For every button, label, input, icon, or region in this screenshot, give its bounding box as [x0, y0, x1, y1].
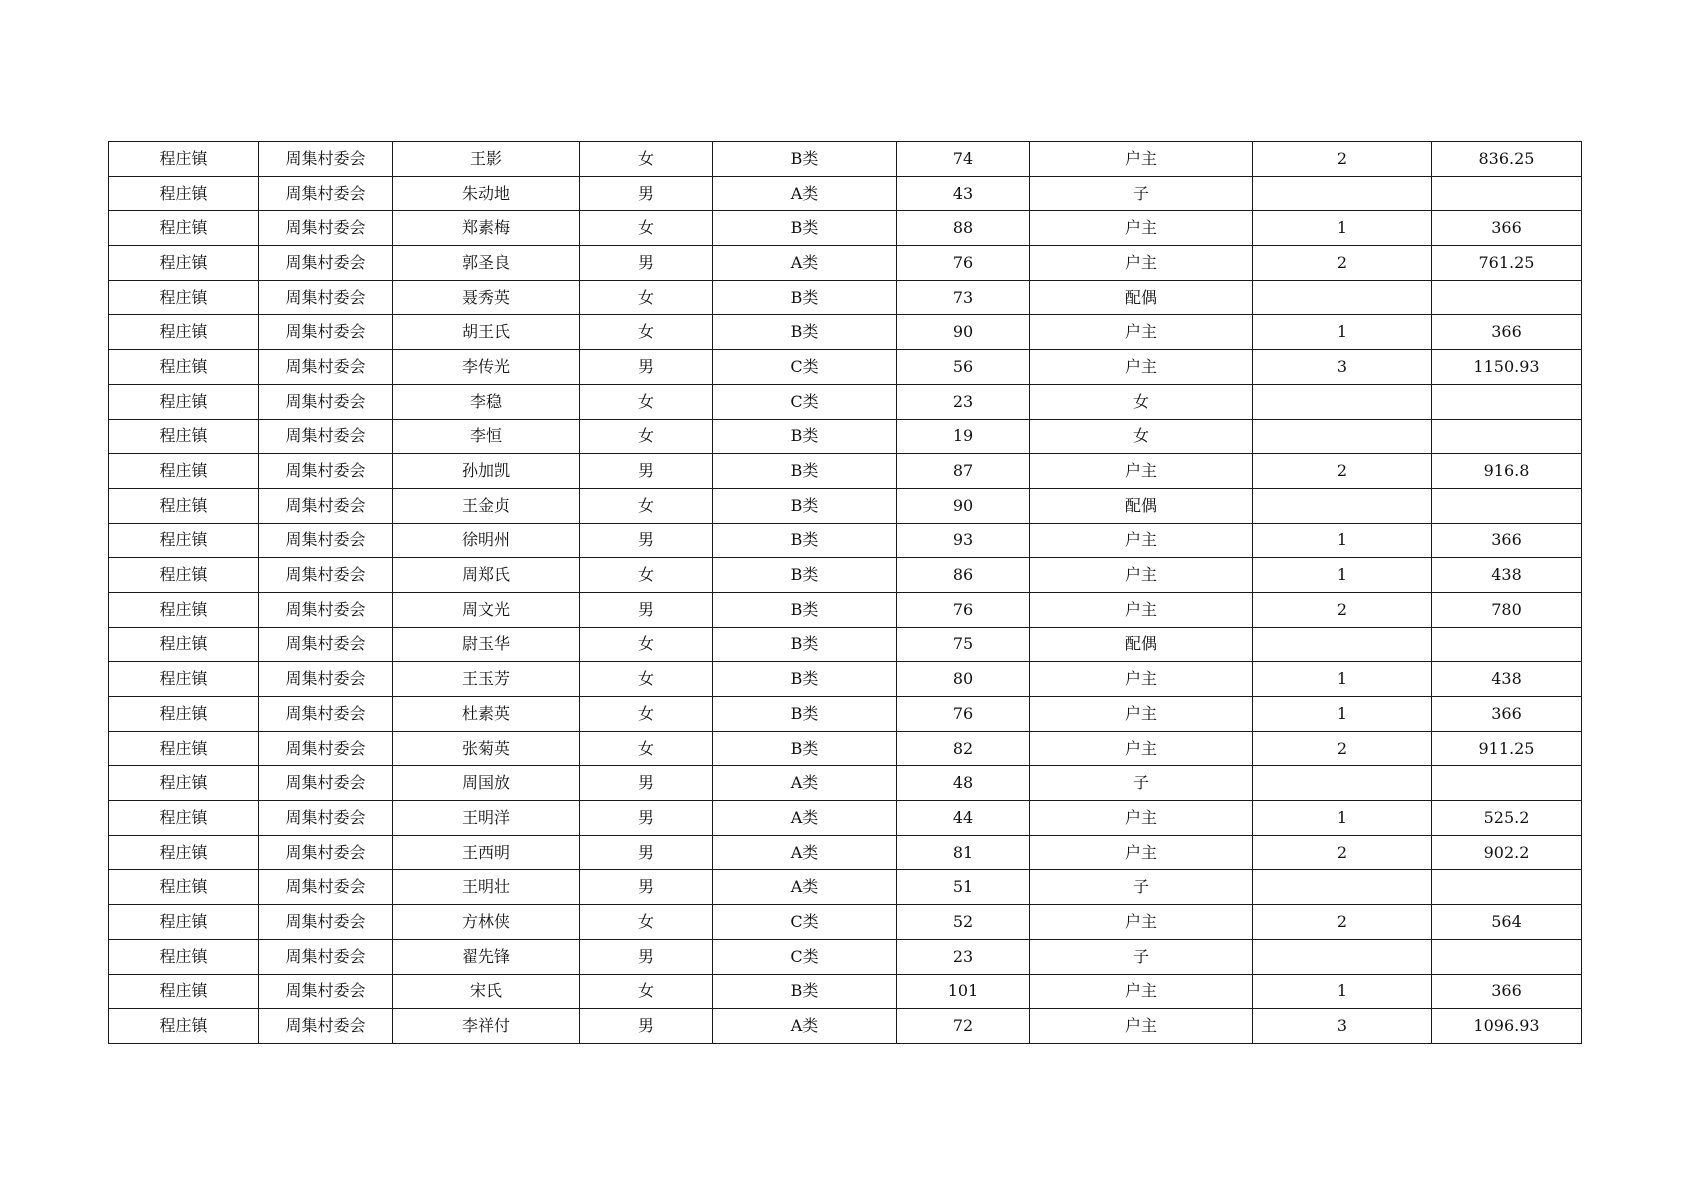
- amount-cell: [1432, 939, 1582, 974]
- category-cell: B类: [713, 211, 897, 246]
- name-cell: 郭圣良: [393, 246, 580, 281]
- household-size-cell: 2: [1253, 246, 1432, 281]
- table-row: [109, 662, 1582, 697]
- table-row: [109, 974, 1582, 1009]
- gender-cell: 女: [580, 488, 713, 523]
- category-cell: C类: [713, 350, 897, 385]
- relation-cell: 子: [1030, 176, 1253, 211]
- category-cell: B类: [713, 454, 897, 489]
- household-size-cell: 3: [1253, 1009, 1432, 1044]
- age-cell: 81: [897, 835, 1030, 870]
- relation-cell: 户主: [1030, 211, 1253, 246]
- name-cell: 李传光: [393, 350, 580, 385]
- table-row: [109, 384, 1582, 419]
- household-size-cell: 1: [1253, 801, 1432, 836]
- village-cell: 周集村委会: [259, 662, 393, 697]
- age-cell: 101: [897, 974, 1030, 1009]
- relation-cell: 子: [1030, 766, 1253, 801]
- name-cell: 王玉芳: [393, 662, 580, 697]
- gender-cell: 男: [580, 766, 713, 801]
- town-cell: 程庄镇: [109, 419, 259, 454]
- age-cell: 86: [897, 558, 1030, 593]
- household-size-cell: [1253, 766, 1432, 801]
- town-cell: 程庄镇: [109, 766, 259, 801]
- name-cell: 周文光: [393, 592, 580, 627]
- household-size-cell: 2: [1253, 905, 1432, 940]
- household-size-cell: [1253, 870, 1432, 905]
- age-cell: 23: [897, 939, 1030, 974]
- town-cell: 程庄镇: [109, 384, 259, 419]
- table-row: [109, 280, 1582, 315]
- town-cell: 程庄镇: [109, 280, 259, 315]
- village-cell: 周集村委会: [259, 384, 393, 419]
- table-row: [109, 766, 1582, 801]
- household-size-cell: [1253, 627, 1432, 662]
- gender-cell: 女: [580, 419, 713, 454]
- category-cell: A类: [713, 835, 897, 870]
- category-cell: A类: [713, 766, 897, 801]
- table-row: [109, 731, 1582, 766]
- gender-cell: 男: [580, 835, 713, 870]
- age-cell: 52: [897, 905, 1030, 940]
- name-cell: 李祥付: [393, 1009, 580, 1044]
- name-cell: 宋氏: [393, 974, 580, 1009]
- name-cell: 杜素英: [393, 697, 580, 732]
- category-cell: C类: [713, 384, 897, 419]
- age-cell: 73: [897, 280, 1030, 315]
- name-cell: 王西明: [393, 835, 580, 870]
- name-cell: 孙加凯: [393, 454, 580, 489]
- table-row: [109, 315, 1582, 350]
- relation-cell: 户主: [1030, 142, 1253, 177]
- relation-cell: 户主: [1030, 315, 1253, 350]
- amount-cell: 761.25: [1432, 246, 1582, 281]
- household-size-cell: [1253, 384, 1432, 419]
- gender-cell: 男: [580, 1009, 713, 1044]
- category-cell: B类: [713, 662, 897, 697]
- town-cell: 程庄镇: [109, 974, 259, 1009]
- gender-cell: 男: [580, 454, 713, 489]
- gender-cell: 女: [580, 974, 713, 1009]
- name-cell: 徐明州: [393, 523, 580, 558]
- table-row: [109, 801, 1582, 836]
- village-cell: 周集村委会: [259, 419, 393, 454]
- town-cell: 程庄镇: [109, 870, 259, 905]
- village-cell: 周集村委会: [259, 905, 393, 940]
- village-cell: 周集村委会: [259, 246, 393, 281]
- relation-cell: 女: [1030, 419, 1253, 454]
- town-cell: 程庄镇: [109, 176, 259, 211]
- age-cell: 44: [897, 801, 1030, 836]
- amount-cell: [1432, 176, 1582, 211]
- amount-cell: 1096.93: [1432, 1009, 1582, 1044]
- category-cell: A类: [713, 176, 897, 211]
- gender-cell: 女: [580, 697, 713, 732]
- table-row: [109, 835, 1582, 870]
- amount-cell: 916.8: [1432, 454, 1582, 489]
- table-row: [109, 419, 1582, 454]
- gender-cell: 女: [580, 315, 713, 350]
- table-row: [109, 246, 1582, 281]
- table-row: [109, 142, 1582, 177]
- table-row: [109, 905, 1582, 940]
- relation-cell: 户主: [1030, 835, 1253, 870]
- table-row: [109, 558, 1582, 593]
- name-cell: 张菊英: [393, 731, 580, 766]
- village-cell: 周集村委会: [259, 350, 393, 385]
- town-cell: 程庄镇: [109, 627, 259, 662]
- relation-cell: 户主: [1030, 974, 1253, 1009]
- household-size-cell: 1: [1253, 315, 1432, 350]
- amount-cell: 1150.93: [1432, 350, 1582, 385]
- gender-cell: 男: [580, 592, 713, 627]
- relation-cell: 户主: [1030, 558, 1253, 593]
- household-size-cell: 1: [1253, 974, 1432, 1009]
- amount-cell: [1432, 419, 1582, 454]
- household-size-cell: [1253, 280, 1432, 315]
- relation-cell: 配偶: [1030, 488, 1253, 523]
- table-row: [109, 592, 1582, 627]
- household-size-cell: 3: [1253, 350, 1432, 385]
- relation-cell: 女: [1030, 384, 1253, 419]
- village-cell: 周集村委会: [259, 697, 393, 732]
- village-cell: 周集村委会: [259, 523, 393, 558]
- name-cell: 周国放: [393, 766, 580, 801]
- town-cell: 程庄镇: [109, 315, 259, 350]
- village-cell: 周集村委会: [259, 592, 393, 627]
- age-cell: 87: [897, 454, 1030, 489]
- town-cell: 程庄镇: [109, 662, 259, 697]
- amount-cell: [1432, 280, 1582, 315]
- gender-cell: 女: [580, 627, 713, 662]
- village-cell: 周集村委会: [259, 176, 393, 211]
- category-cell: C类: [713, 905, 897, 940]
- name-cell: 翟先锋: [393, 939, 580, 974]
- table-row: [109, 1009, 1582, 1044]
- records-table: [108, 141, 1582, 1044]
- gender-cell: 女: [580, 384, 713, 419]
- amount-cell: 366: [1432, 523, 1582, 558]
- category-cell: B类: [713, 315, 897, 350]
- name-cell: 王金贞: [393, 488, 580, 523]
- town-cell: 程庄镇: [109, 905, 259, 940]
- town-cell: 程庄镇: [109, 1009, 259, 1044]
- age-cell: 88: [897, 211, 1030, 246]
- town-cell: 程庄镇: [109, 350, 259, 385]
- category-cell: B类: [713, 592, 897, 627]
- table-row: [109, 211, 1582, 246]
- household-size-cell: [1253, 939, 1432, 974]
- relation-cell: 户主: [1030, 350, 1253, 385]
- household-size-cell: [1253, 176, 1432, 211]
- name-cell: 胡王氏: [393, 315, 580, 350]
- gender-cell: 女: [580, 142, 713, 177]
- town-cell: 程庄镇: [109, 835, 259, 870]
- gender-cell: 女: [580, 731, 713, 766]
- age-cell: 72: [897, 1009, 1030, 1044]
- village-cell: 周集村委会: [259, 1009, 393, 1044]
- table-row: [109, 939, 1582, 974]
- age-cell: 51: [897, 870, 1030, 905]
- age-cell: 43: [897, 176, 1030, 211]
- town-cell: 程庄镇: [109, 731, 259, 766]
- age-cell: 93: [897, 523, 1030, 558]
- gender-cell: 男: [580, 350, 713, 385]
- amount-cell: 836.25: [1432, 142, 1582, 177]
- relation-cell: 配偶: [1030, 280, 1253, 315]
- relation-cell: 户主: [1030, 905, 1253, 940]
- name-cell: 聂秀英: [393, 280, 580, 315]
- age-cell: 56: [897, 350, 1030, 385]
- town-cell: 程庄镇: [109, 523, 259, 558]
- name-cell: 郑素梅: [393, 211, 580, 246]
- gender-cell: 男: [580, 523, 713, 558]
- age-cell: 76: [897, 697, 1030, 732]
- relation-cell: 子: [1030, 939, 1253, 974]
- village-cell: 周集村委会: [259, 142, 393, 177]
- town-cell: 程庄镇: [109, 558, 259, 593]
- household-size-cell: 1: [1253, 523, 1432, 558]
- table-row: [109, 697, 1582, 732]
- town-cell: 程庄镇: [109, 211, 259, 246]
- category-cell: B类: [713, 523, 897, 558]
- category-cell: B类: [713, 419, 897, 454]
- amount-cell: 780: [1432, 592, 1582, 627]
- age-cell: 82: [897, 731, 1030, 766]
- gender-cell: 男: [580, 870, 713, 905]
- town-cell: 程庄镇: [109, 246, 259, 281]
- table-row: [109, 454, 1582, 489]
- town-cell: 程庄镇: [109, 142, 259, 177]
- amount-cell: 564: [1432, 905, 1582, 940]
- category-cell: A类: [713, 246, 897, 281]
- category-cell: B类: [713, 697, 897, 732]
- relation-cell: 户主: [1030, 697, 1253, 732]
- town-cell: 程庄镇: [109, 939, 259, 974]
- table-row: [109, 488, 1582, 523]
- amount-cell: 438: [1432, 558, 1582, 593]
- gender-cell: 男: [580, 176, 713, 211]
- age-cell: 74: [897, 142, 1030, 177]
- amount-cell: [1432, 384, 1582, 419]
- name-cell: 王明壮: [393, 870, 580, 905]
- village-cell: 周集村委会: [259, 939, 393, 974]
- amount-cell: [1432, 766, 1582, 801]
- category-cell: B类: [713, 974, 897, 1009]
- gender-cell: 女: [580, 905, 713, 940]
- amount-cell: [1432, 627, 1582, 662]
- village-cell: 周集村委会: [259, 870, 393, 905]
- household-size-cell: 2: [1253, 835, 1432, 870]
- household-size-cell: [1253, 419, 1432, 454]
- village-cell: 周集村委会: [259, 280, 393, 315]
- village-cell: 周集村委会: [259, 488, 393, 523]
- village-cell: 周集村委会: [259, 454, 393, 489]
- age-cell: 90: [897, 315, 1030, 350]
- village-cell: 周集村委会: [259, 627, 393, 662]
- village-cell: 周集村委会: [259, 211, 393, 246]
- name-cell: 王明洋: [393, 801, 580, 836]
- village-cell: 周集村委会: [259, 558, 393, 593]
- town-cell: 程庄镇: [109, 801, 259, 836]
- gender-cell: 女: [580, 211, 713, 246]
- village-cell: 周集村委会: [259, 731, 393, 766]
- amount-cell: [1432, 870, 1582, 905]
- age-cell: 75: [897, 627, 1030, 662]
- amount-cell: 366: [1432, 315, 1582, 350]
- table-row: [109, 350, 1582, 385]
- relation-cell: 户主: [1030, 592, 1253, 627]
- category-cell: B类: [713, 142, 897, 177]
- household-size-cell: [1253, 488, 1432, 523]
- age-cell: 90: [897, 488, 1030, 523]
- relation-cell: 户主: [1030, 1009, 1253, 1044]
- category-cell: B类: [713, 280, 897, 315]
- name-cell: 李稳: [393, 384, 580, 419]
- village-cell: 周集村委会: [259, 835, 393, 870]
- amount-cell: 525.2: [1432, 801, 1582, 836]
- gender-cell: 女: [580, 558, 713, 593]
- gender-cell: 女: [580, 662, 713, 697]
- category-cell: A类: [713, 801, 897, 836]
- village-cell: 周集村委会: [259, 766, 393, 801]
- household-size-cell: 1: [1253, 558, 1432, 593]
- table-row: [109, 523, 1582, 558]
- category-cell: C类: [713, 939, 897, 974]
- relation-cell: 户主: [1030, 246, 1253, 281]
- name-cell: 方林侠: [393, 905, 580, 940]
- village-cell: 周集村委会: [259, 974, 393, 1009]
- town-cell: 程庄镇: [109, 697, 259, 732]
- household-size-cell: 1: [1253, 662, 1432, 697]
- name-cell: 尉玉华: [393, 627, 580, 662]
- table-row: [109, 870, 1582, 905]
- gender-cell: 男: [580, 801, 713, 836]
- name-cell: 周郑氏: [393, 558, 580, 593]
- household-size-cell: 2: [1253, 454, 1432, 489]
- household-size-cell: 1: [1253, 211, 1432, 246]
- relation-cell: 户主: [1030, 662, 1253, 697]
- category-cell: B类: [713, 627, 897, 662]
- gender-cell: 男: [580, 246, 713, 281]
- amount-cell: 366: [1432, 697, 1582, 732]
- category-cell: B类: [713, 488, 897, 523]
- town-cell: 程庄镇: [109, 488, 259, 523]
- relation-cell: 户主: [1030, 731, 1253, 766]
- amount-cell: 366: [1432, 211, 1582, 246]
- category-cell: A类: [713, 1009, 897, 1044]
- gender-cell: 男: [580, 939, 713, 974]
- category-cell: A类: [713, 870, 897, 905]
- age-cell: 23: [897, 384, 1030, 419]
- relation-cell: 配偶: [1030, 627, 1253, 662]
- age-cell: 19: [897, 419, 1030, 454]
- household-size-cell: 2: [1253, 592, 1432, 627]
- relation-cell: 户主: [1030, 454, 1253, 489]
- town-cell: 程庄镇: [109, 454, 259, 489]
- household-size-cell: 2: [1253, 731, 1432, 766]
- relation-cell: 户主: [1030, 523, 1253, 558]
- amount-cell: 366: [1432, 974, 1582, 1009]
- name-cell: 朱动地: [393, 176, 580, 211]
- table-row: [109, 176, 1582, 211]
- records-table-body: [109, 142, 1582, 1044]
- amount-cell: [1432, 488, 1582, 523]
- amount-cell: 902.2: [1432, 835, 1582, 870]
- town-cell: 程庄镇: [109, 592, 259, 627]
- relation-cell: 户主: [1030, 801, 1253, 836]
- age-cell: 76: [897, 592, 1030, 627]
- household-size-cell: 2: [1253, 142, 1432, 177]
- category-cell: B类: [713, 731, 897, 766]
- village-cell: 周集村委会: [259, 801, 393, 836]
- age-cell: 80: [897, 662, 1030, 697]
- category-cell: B类: [713, 558, 897, 593]
- table-row: [109, 627, 1582, 662]
- gender-cell: 女: [580, 280, 713, 315]
- household-size-cell: 1: [1253, 697, 1432, 732]
- amount-cell: 911.25: [1432, 731, 1582, 766]
- amount-cell: 438: [1432, 662, 1582, 697]
- village-cell: 周集村委会: [259, 315, 393, 350]
- age-cell: 76: [897, 246, 1030, 281]
- name-cell: 王影: [393, 142, 580, 177]
- name-cell: 李恒: [393, 419, 580, 454]
- relation-cell: 子: [1030, 870, 1253, 905]
- age-cell: 48: [897, 766, 1030, 801]
